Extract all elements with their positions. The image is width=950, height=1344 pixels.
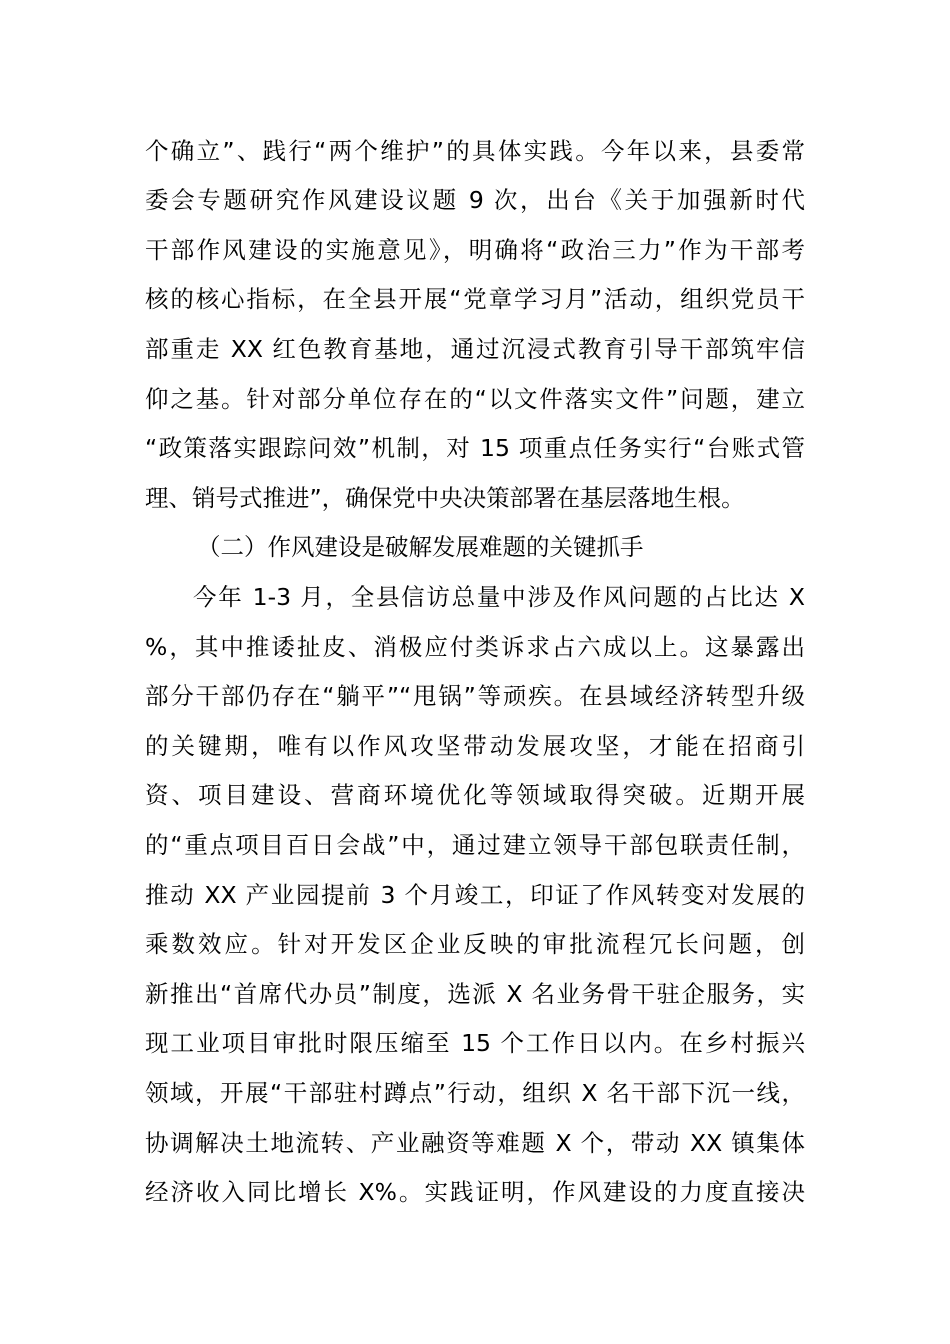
section-heading: （二）作风建设是破解发展难题的关键抓手 bbox=[197, 533, 644, 561]
text-line: 协调解决土地流转、产业融资等难题 X 个，带动 XX 镇集体 bbox=[145, 1129, 805, 1157]
text-line: 核的核心指标，在全县开展“党章学习月”活动，组织党员干 bbox=[145, 285, 805, 313]
text-line: 现工业项目审批时限压缩至 15 个工作日以内。在乡村振兴 bbox=[145, 1029, 805, 1057]
text-line: 干部作风建设的实施意见》，明确将“政治三力”作为干部考 bbox=[145, 236, 805, 264]
text-line: 领域，开展“干部驻村蹲点”行动，组织 X 名干部下沉一线， bbox=[145, 1079, 805, 1107]
text-line: 推动 XX 产业园提前 3 个月竣工，印证了作风转变对发展的 bbox=[145, 881, 805, 909]
text-line: 委会专题研究作风建设议题 9 次，出台《关于加强新时代 bbox=[145, 186, 805, 214]
text-line: 个确立”、践行“两个维护”的具体实践。今年以来，县委常 bbox=[145, 137, 805, 165]
text-line: 乘数效应。针对开发区企业反映的审批流程冗长问题，创 bbox=[145, 930, 805, 958]
text-line: 资、项目建设、营商环境优化等领域取得突破。近期开展 bbox=[145, 781, 805, 809]
text-line: 的“重点项目百日会战”中，通过建立领导干部包联责任制， bbox=[145, 831, 805, 859]
paragraph-end-line: 理、销号式推进”，确保党中央决策部署在基层落地生根。 bbox=[145, 484, 745, 512]
text-line: 部分干部仍存在“躺平”“甩锅”等顽疾。在县域经济转型升级 bbox=[145, 682, 805, 710]
paragraph-first-line: 今年 1-3 月，全县信访总量中涉及作风问题的占比达 X bbox=[193, 583, 805, 611]
text-line: 经济收入同比增长 X%。实践证明，作风建设的力度直接决 bbox=[145, 1178, 805, 1206]
text-line: 仰之基。针对部分单位存在的“以文件落实文件”问题，建立 bbox=[145, 385, 805, 413]
text-line: 的关键期，唯有以作风攻坚带动发展攻坚，才能在招商引 bbox=[145, 732, 805, 760]
text-line: 新推出“首席代办员”制度，选派 X 名业务骨干驻企服务，实 bbox=[145, 980, 805, 1008]
text-line: “政策落实跟踪问效”机制，对 15 项重点任务实行“台账式管 bbox=[145, 434, 805, 462]
text-line: %，其中推诿扯皮、消极应付类诉求占六成以上。这暴露出 bbox=[145, 633, 805, 661]
text-line: 部重走 XX 红色教育基地，通过沉浸式教育引导干部筑牢信 bbox=[145, 335, 805, 363]
